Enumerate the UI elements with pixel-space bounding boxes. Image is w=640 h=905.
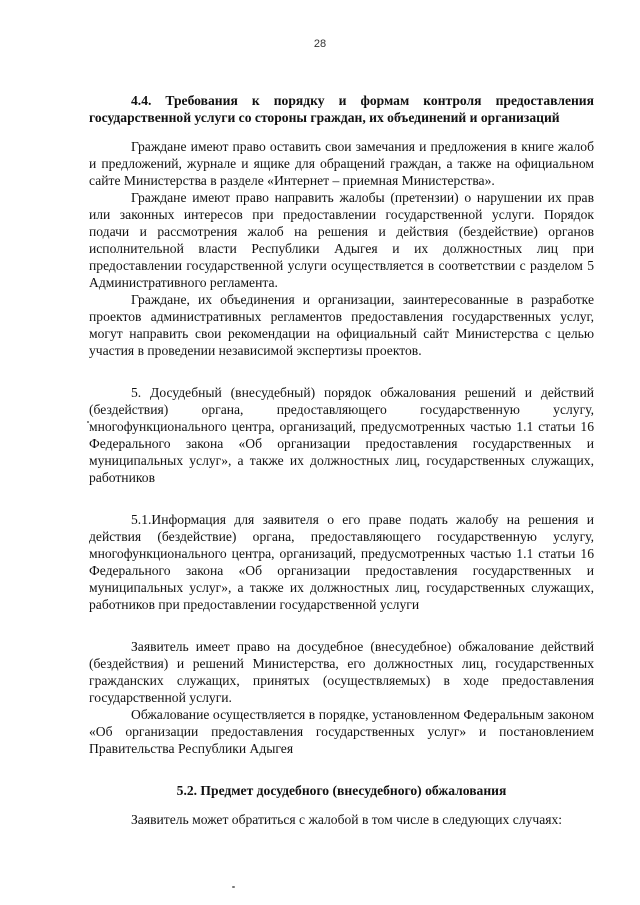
- paragraph: Граждане имеют право направить жалобы (претензии) о нарушении их прав или законных интересов при предоставлении государственной услуги. Порядок подачи и рассмотрения жалоб на решения и действия (бездействие) органов исполнительной власти Республики Адыгея и их должностных лиц при предоставлении государственной услуги осуществляется в соответствии с разделом 5 Административного регламента.: [89, 190, 594, 290]
- paragraph: Граждане имеют право оставить свои замечания и предложения в книге жалоб и предложений, журнале и ящике для обращений граждан, а также на официальном сайте Министерства в разделе «Интернет – приемная Министерства».: [89, 139, 594, 188]
- section-5-1-heading: 5.1.Информация для заявителя о его праве подать жалобу на решения и действия (бездействие) органа, предоставляющего государственную услугу, многофункционального центра, организаций, предусмотренных частью 1.1 статьи 16 Федерального закона «Об организации предоставления государственных и муниципальных услуг», а также их должностных лиц, государственных служащих, работников при предоставлении государственной услуги: [89, 512, 594, 612]
- spacer: [89, 126, 594, 138]
- paragraph: Заявитель может обратиться с жалобой в том числе в следующих случаях:: [131, 812, 563, 827]
- paragraph: Заявитель имеет право на досудебное (внесудебное) обжалование действий (бездействия) и решений Министерства, его должностных лиц, государственных гражданских служащих, принятых (осуществляемых) в ходе предоставления государственной услуги.: [89, 639, 594, 705]
- spacer: [89, 486, 594, 511]
- scan-speck: [87, 421, 89, 423]
- spacer: [89, 613, 594, 638]
- spacer: [89, 359, 594, 384]
- document-body: [89, 92, 594, 828]
- section-5-heading: 5. Досудебный (внесудебный) порядок обжалования решений и действий (бездействия) органа, предоставляющего государственную услугу, многофункционального центра, организаций, предусмотренных частью 1.1 статьи 16 Федерального закона «Об организации предоставления государственных и муниципальных услуг», а также их должностных лиц, государственных служащих, работников: [89, 385, 594, 485]
- page-number: 28: [313, 38, 327, 50]
- spacer: [89, 757, 594, 782]
- paragraph: Обжалование осуществляется в порядке, установленном Федеральным законом «Об организации предоставления государственных услуг» и постановлением Правительства Республики Адыгея: [89, 707, 594, 756]
- spacer: [89, 799, 594, 811]
- section-4-4-heading: 4.4. Требования к порядку и формам контроля предоставления государственной услуги со стороны граждан, их объединений и организаций: [89, 93, 594, 125]
- section-5-2-heading: 5.2. Предмет досудебного (внесудебного) обжалования: [176, 783, 507, 798]
- paragraph: Граждане, их объединения и организации, заинтересованные в разработке проектов административных регламентов предоставления государственных услуг, могут направить свои рекомендации на официальный сайт Министерства с целью участия в проведении независимой экспертизы проектов.: [89, 292, 594, 358]
- scan-speck: [232, 886, 235, 888]
